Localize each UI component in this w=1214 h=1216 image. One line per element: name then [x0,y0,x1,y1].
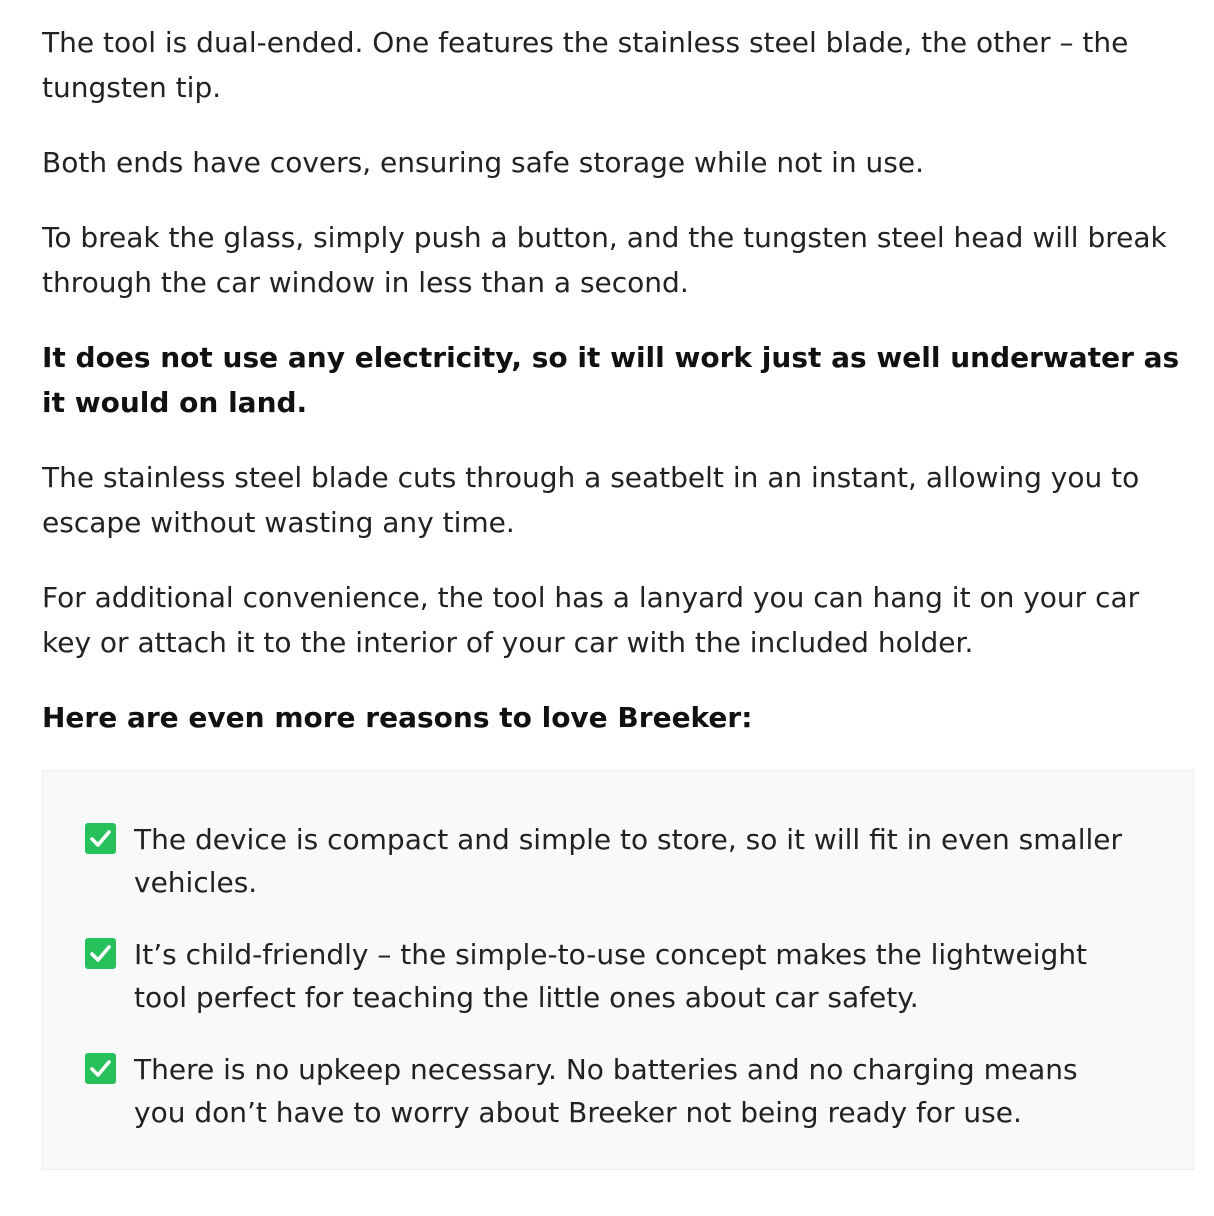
green-checkbox-icon [85,823,116,854]
paragraph-lanyard: For additional convenience, the tool has a lanyard you can hang it on your car key or attach it to the interior of your car with the included holder. [42,581,1140,659]
paragraph-dual-ended: The tool is dual-ended. One features the stainless steel blade, the other – the tungsten tip. [42,26,1129,104]
reason-text: The device is compact and simple to store, so it will fit in even smaller vehicles. [134,823,1122,899]
green-checkbox-icon [85,938,116,969]
reasons-heading: Here are even more reasons to love Breeker: [42,701,753,734]
article-body [42,20,1194,1170]
reason-item [85,1048,1133,1134]
paragraph-no-electricity: It does not use any electricity, so it will work just as well underwater as it would on land. [42,341,1180,419]
reason-item [85,818,1133,904]
reason-text: There is no upkeep necessary. No batteries and no charging means you don’t have to worry about Breeker not being ready for use. [134,1053,1078,1129]
reasons-box [42,770,1194,1170]
green-checkbox-icon [85,1053,116,1084]
paragraph-seatbelt: The stainless steel blade cuts through a seatbelt in an instant, allowing you to escape without wasting any time. [42,461,1140,539]
reason-item [85,933,1133,1019]
paragraph-break-glass: To break the glass, simply push a button, and the tungsten steel head will break through the car window in less than a second. [42,221,1167,299]
reason-text: It’s child-friendly – the simple-to-use concept makes the lightweight tool perfect for teaching the little ones about car safety. [134,938,1088,1014]
paragraph-covers: Both ends have covers, ensuring safe storage while not in use. [42,146,925,179]
